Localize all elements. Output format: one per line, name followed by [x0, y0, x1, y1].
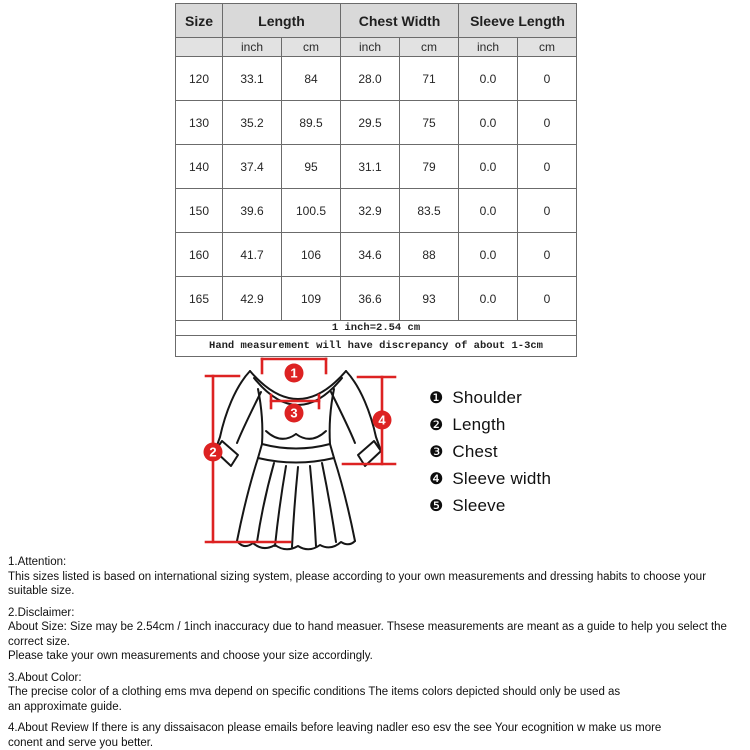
subheader-unit: cm — [400, 38, 459, 57]
note-section — [8, 555, 748, 599]
svg-text:2: 2 — [209, 444, 217, 460]
size-cell: 130 — [176, 101, 223, 145]
notes — [8, 555, 748, 750]
table-row — [176, 57, 577, 101]
measurement-cell: 32.9 — [341, 189, 400, 233]
legend-item — [429, 438, 551, 465]
measurement-cell: 83.5 — [400, 189, 459, 233]
table-note-row — [176, 321, 577, 336]
note-line: Please take your own measurements and choose your size accordingly. — [8, 650, 373, 662]
size-cell: 140 — [176, 145, 223, 189]
marker-1-shoulder — [285, 364, 304, 383]
measurement-cell: 0 — [518, 57, 577, 101]
legend-label: Sleeve width — [452, 468, 552, 488]
measurement-cell: 93 — [400, 277, 459, 321]
subheader-unit: cm — [282, 38, 341, 57]
measurement-cell: 0.0 — [459, 233, 518, 277]
measurement-cell: 0.0 — [459, 145, 518, 189]
legend-item — [429, 384, 551, 411]
table-row — [176, 145, 577, 189]
measurement-cell: 36.6 — [341, 277, 400, 321]
table-row — [176, 277, 577, 321]
note-line: conent and serve you better. — [8, 736, 154, 749]
svg-text:1: 1 — [290, 365, 298, 381]
size-table — [175, 3, 577, 357]
measurement-cell: 0.0 — [459, 57, 518, 101]
measurement-cell: 34.6 — [341, 233, 400, 277]
measurement-cell: 31.1 — [341, 145, 400, 189]
legend-item — [429, 465, 551, 492]
note-section-title: 3.About Color: — [8, 671, 82, 684]
size-cell: 120 — [176, 57, 223, 101]
measurement-cell: 0.0 — [459, 277, 518, 321]
column-header-length: Length — [223, 4, 341, 38]
table-header-row — [176, 4, 577, 38]
note-section-title: 1.Attention: — [8, 556, 67, 568]
note-line: About Size: Size may be 2.54cm / 1inch inaccuracy due to hand measuer. Thsese measurements are meant as a guide to help you select the correct size. — [8, 621, 727, 648]
measurement-cell: 0 — [518, 233, 577, 277]
measurement-cell: 41.7 — [223, 233, 282, 277]
measurement-cell: 106 — [282, 233, 341, 277]
measurement-cell: 0.0 — [459, 101, 518, 145]
measurement-cell: 79 — [400, 145, 459, 189]
table-row — [176, 233, 577, 277]
numbered-circle-icon: ❷ — [429, 414, 444, 434]
measurement-cell: 71 — [400, 57, 459, 101]
measurement-cell: 0 — [518, 145, 577, 189]
numbered-circle-icon: ❶ — [429, 387, 444, 407]
size-cell: 150 — [176, 189, 223, 233]
measurement-cell: 39.6 — [223, 189, 282, 233]
measurement-cell: 33.1 — [223, 57, 282, 101]
note-section — [8, 606, 748, 664]
measurement-cell: 0 — [518, 189, 577, 233]
column-header-size: Size — [176, 4, 223, 38]
note-line: The precise color of a clothing ems mva depend on specific conditions The items colors depicted should only be used as — [8, 686, 621, 698]
subheader-unit: inch — [341, 38, 400, 57]
legend-item — [429, 492, 551, 519]
note-section — [8, 671, 748, 715]
measurement-cell: 29.5 — [341, 101, 400, 145]
measurement-discrepancy-note: Hand measurement will have discrepancy of about 1-3cm — [176, 336, 577, 357]
legend-label: Shoulder — [452, 387, 522, 407]
note-line: 4.About Review If there is any dissaisacon please emails before leaving nadler eso esv the see Your ecognition w make us more — [8, 722, 662, 734]
size-table-body — [176, 57, 577, 321]
legend-label: Chest — [452, 441, 498, 461]
numbered-circle-icon: ❹ — [429, 468, 444, 488]
legend-item — [429, 411, 551, 438]
marker-3-chest — [285, 404, 304, 423]
measurement-cell: 42.9 — [223, 277, 282, 321]
svg-text:4: 4 — [378, 412, 386, 428]
legend-label: Length — [452, 414, 506, 434]
column-header-sleeve-length: Sleeve Length — [459, 4, 577, 38]
measurement-cell: 84 — [282, 57, 341, 101]
marker-2-length — [204, 443, 223, 462]
measurement-cell: 109 — [282, 277, 341, 321]
legend-label: Sleeve — [452, 495, 506, 515]
measurement-cell: 35.2 — [223, 101, 282, 145]
numbered-circle-icon: ❺ — [429, 495, 444, 515]
note-line: an approximate guide. — [8, 700, 122, 713]
subheader-unit: inch — [459, 38, 518, 57]
measurement-cell: 0 — [518, 101, 577, 145]
measurement-cell: 100.5 — [282, 189, 341, 233]
measurement-cell: 75 — [400, 101, 459, 145]
numbered-circle-icon: ❸ — [429, 441, 444, 461]
measurement-cell: 0.0 — [459, 189, 518, 233]
marker-4-sleeve-width — [373, 411, 392, 430]
measurement-cell: 37.4 — [223, 145, 282, 189]
subheader-unit: inch — [223, 38, 282, 57]
note-section — [8, 721, 748, 750]
table-row — [176, 101, 577, 145]
subheader-empty — [176, 38, 223, 57]
measurement-cell: 28.0 — [341, 57, 400, 101]
inch-conversion-note: 1 inch=2.54 cm — [176, 321, 577, 336]
measurement-cell: 88 — [400, 233, 459, 277]
subheader-unit: cm — [518, 38, 577, 57]
table-subheader-row — [176, 38, 577, 57]
dress-outline — [215, 371, 381, 549]
measurement-cell: 0 — [518, 277, 577, 321]
table-row — [176, 189, 577, 233]
svg-text:3: 3 — [290, 405, 298, 421]
note-line: This sizes listed is based on international sizing system, please according to your own measurements and dressing habits to choose your suitable size. — [8, 570, 707, 597]
measurement-cell: 95 — [282, 145, 341, 189]
size-cell: 160 — [176, 233, 223, 277]
column-header-chest-width: Chest Width — [341, 4, 459, 38]
note-section-title: 2.Disclaimer: — [8, 606, 75, 619]
legend — [429, 384, 551, 519]
measurement-cell: 89.5 — [282, 101, 341, 145]
size-cell: 165 — [176, 277, 223, 321]
size-table-container — [175, 3, 577, 357]
dress-measurement-diagram — [195, 352, 415, 566]
